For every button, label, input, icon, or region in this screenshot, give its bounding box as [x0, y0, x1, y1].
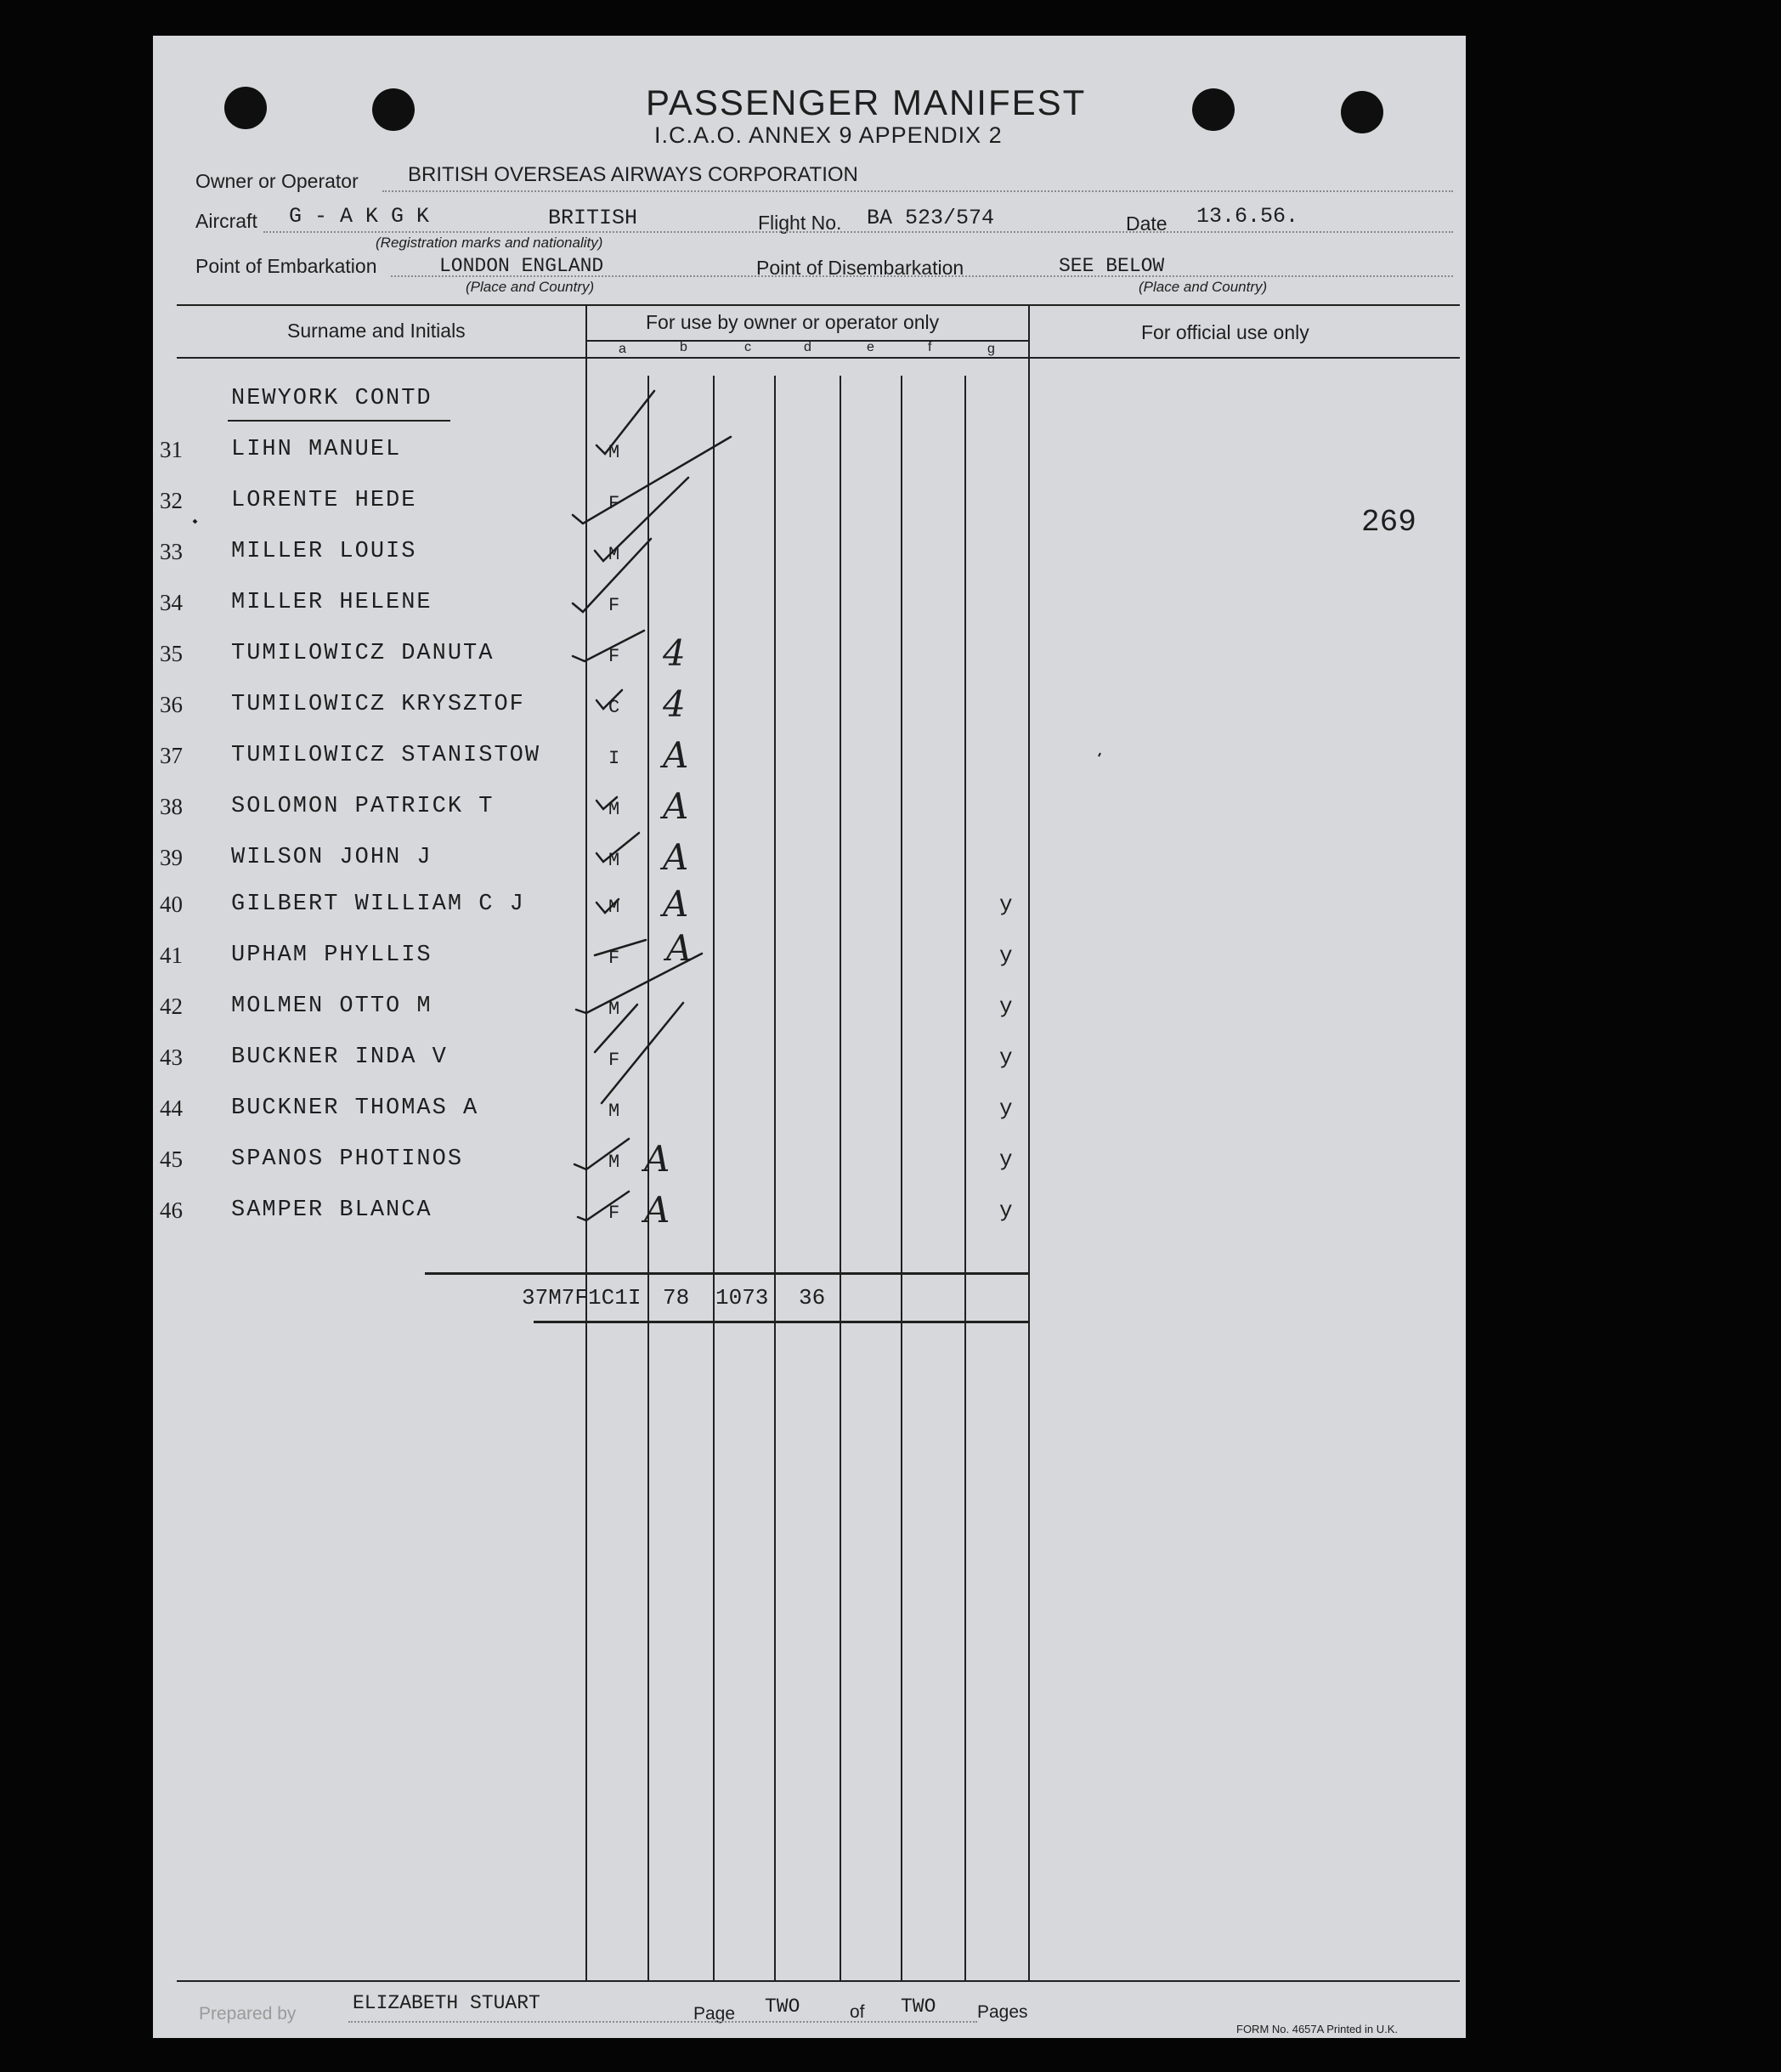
col-header-official: For official use only	[1141, 321, 1309, 343]
row-number: 38	[160, 794, 183, 819]
class-mark: A	[644, 1189, 670, 1231]
row-number: 31	[160, 437, 183, 462]
passenger-name: MILLER LOUIS	[231, 539, 417, 564]
passenger-name: SPANOS PHOTINOS	[231, 1146, 464, 1172]
passenger-name: SAMPER BLANCA	[231, 1197, 433, 1223]
total-d: 36	[799, 1285, 826, 1311]
passenger-name: TUMILOWICZ STANISTOW	[231, 743, 541, 768]
row-number: 42	[160, 994, 183, 1019]
row-number: 34	[160, 590, 183, 615]
official-flag: y	[999, 1197, 1013, 1223]
embarkation-value: LONDON ENGLAND	[439, 255, 604, 277]
class-mark: 4	[663, 683, 686, 725]
prepared-by-value: ELIZABETH STUART	[353, 1992, 540, 2014]
row-number: 36	[160, 692, 183, 717]
official-flag: y	[999, 1044, 1013, 1070]
page-title: PASSENGER MANIFEST	[646, 82, 1087, 122]
sex-code: M	[608, 850, 620, 871]
col-letter-c: c	[744, 340, 751, 354]
flight-value: BA 523/574	[867, 206, 995, 230]
row-number: 39	[160, 845, 183, 870]
total-b: 78	[663, 1285, 690, 1311]
sex-code: M	[608, 799, 620, 820]
page-subtitle: I.C.A.O. ANNEX 9 APPENDIX 2	[654, 122, 1003, 148]
passenger-name: LORENTE HEDE	[231, 488, 417, 513]
disembarkation-note: (Place and Country)	[1139, 279, 1268, 295]
disembarkation-value: SEE BELOW	[1059, 255, 1165, 277]
passenger-name: LIHN MANUEL	[231, 437, 402, 462]
sex-code: I	[608, 748, 620, 769]
class-mark: A	[666, 927, 693, 969]
official-flag: y	[999, 1146, 1013, 1172]
col-letter-a: a	[619, 342, 626, 356]
sex-code: F	[608, 493, 620, 514]
owner-value: BRITISH OVERSEAS AIRWAYS CORPORATION	[408, 163, 858, 186]
section-title: NEWYORK CONTD	[231, 386, 433, 411]
embarkation-label: Point of Embarkation	[195, 255, 377, 277]
checkmark-icons	[153, 36, 1466, 2038]
class-mark: A	[663, 785, 689, 827]
sex-code: F	[608, 948, 620, 969]
of-value: TWO	[901, 1996, 936, 2018]
manifest-sheet	[153, 36, 1466, 2038]
prepared-by-label: Prepared by	[199, 2004, 297, 2024]
sex-code: C	[608, 697, 620, 718]
total-c: 1073	[715, 1285, 769, 1311]
sex-code: M	[608, 999, 620, 1020]
pages-label: Pages	[977, 2002, 1028, 2022]
sex-code: M	[608, 544, 620, 565]
col-letter-e: e	[867, 340, 874, 354]
row-number: 40	[160, 892, 183, 917]
official-number: 269	[1361, 505, 1416, 540]
form-number: FORM No. 4657A Printed in U.K.	[1236, 2023, 1399, 2035]
row-number: 44	[160, 1095, 183, 1121]
registration-note: (Registration marks and nationality)	[376, 235, 603, 251]
row-number: 45	[160, 1146, 183, 1172]
flight-label: Flight No.	[758, 212, 842, 234]
sex-code: M	[608, 1152, 620, 1173]
official-flag: y	[999, 892, 1013, 917]
row-number: 46	[160, 1197, 183, 1223]
aircraft-value: G - A K G K	[289, 204, 430, 229]
passenger-name: TUMILOWICZ KRYSZTOF	[231, 692, 525, 717]
class-mark: 4	[663, 632, 686, 674]
row-number: 33	[160, 539, 183, 564]
col-letter-d: d	[804, 340, 811, 354]
col-letter-f: f	[928, 340, 932, 354]
row-number: 32	[160, 488, 183, 513]
totals-bottom-rule	[534, 1321, 1030, 1323]
passenger-name: BUCKNER THOMAS A	[231, 1095, 479, 1121]
page-value: TWO	[765, 1996, 800, 2018]
owner-label: Owner or Operator	[195, 170, 359, 192]
passenger-name: SOLOMON PATRICK T	[231, 794, 495, 819]
col-letter-g: g	[987, 342, 995, 356]
sex-code: F	[608, 1050, 620, 1071]
col-letter-b: b	[680, 340, 687, 354]
class-mark: A	[663, 883, 689, 925]
sex-code: F	[608, 595, 620, 616]
footer-rule	[177, 1980, 1460, 1982]
class-mark: A	[644, 1138, 670, 1180]
date-value: 13.6.56.	[1196, 204, 1299, 229]
sex-code: F	[608, 646, 620, 667]
aircraft-nationality: BRITISH	[548, 206, 638, 230]
passenger-name: BUCKNER INDA V	[231, 1044, 448, 1070]
of-label: of	[850, 2002, 865, 2022]
sex-code: M	[608, 442, 620, 463]
aircraft-label: Aircraft	[195, 210, 257, 232]
passenger-name: GILBERT WILLIAM C J	[231, 892, 525, 917]
page-label: Page	[693, 2004, 736, 2024]
official-flag: y	[999, 994, 1013, 1019]
dotted-rule	[348, 2021, 977, 2023]
date-label: Date	[1126, 212, 1168, 235]
passenger-name: MOLMEN OTTO M	[231, 994, 433, 1019]
totals-top-rule	[425, 1272, 1030, 1275]
row-number: 43	[160, 1044, 183, 1070]
row-number: 41	[160, 943, 183, 968]
official-flag: y	[999, 943, 1013, 968]
sex-code: F	[608, 1203, 620, 1224]
row-number: 35	[160, 641, 183, 666]
class-mark: A	[663, 734, 689, 776]
disembarkation-label: Point of Disembarkation	[756, 257, 964, 279]
official-flag: y	[999, 1095, 1013, 1121]
passenger-name: TUMILOWICZ DANUTA	[231, 641, 495, 666]
passenger-name: WILSON JOHN J	[231, 845, 433, 870]
col-header-owner: For use by owner or operator only	[646, 311, 940, 333]
col-header-surname: Surname and Initials	[287, 320, 466, 342]
passenger-name: MILLER HELENE	[231, 590, 433, 615]
sex-code: M	[608, 897, 620, 918]
sex-code: M	[608, 1101, 620, 1122]
class-mark: A	[663, 836, 689, 878]
row-number: 37	[160, 743, 183, 768]
passenger-name: UPHAM PHYLLIS	[231, 943, 433, 968]
total-a: 37M7F1C1I	[522, 1285, 642, 1311]
embarkation-note: (Place and Country)	[466, 279, 595, 295]
